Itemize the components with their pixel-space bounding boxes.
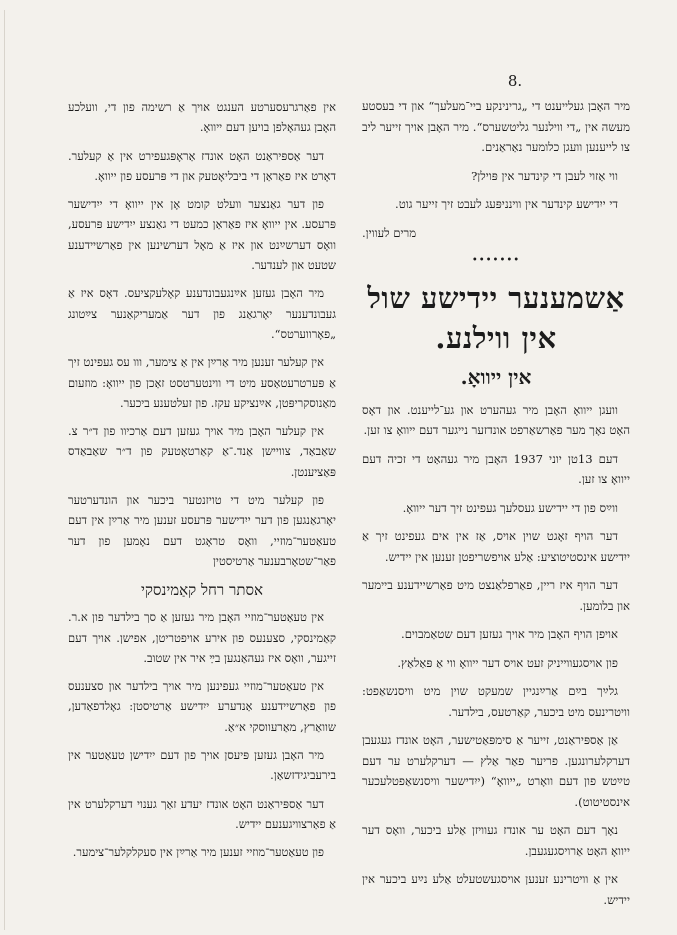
left-paragraph-1: אין פאַרגרעסערטע הענגט אויך אַ רשימה פון די, וועלכע האָבן געהאָלפן בויען דעם ייוואָ. bbox=[68, 100, 336, 135]
body-paragraph-2: דעם 13טן יוני 1937 האָבן מיר געהאַט די זכיה דעם ייוואָ צו זען. bbox=[362, 451, 630, 486]
left-column bbox=[68, 97, 336, 871]
left-paragraph-9: אין טעאַטער־מוזיי געפינען מיר אויך בילדער און סצענעס פון פאַרשיידענע אַנדערע ייִדישע אַרטיסטן: גאָלדפאַדען, שוואַרץ, מאַרעווסקי א״אַ. bbox=[68, 679, 336, 734]
body-paragraph-8: גלײַך בײַם אַרײַנגיין שמעקט שוין מיט וויסנשאַפט: וויטרינעס מיט ביכער, קאַרטעס, בילדער. bbox=[362, 684, 630, 719]
article-subheadline: אין ייוואָ. bbox=[460, 364, 532, 389]
body-paragraph-4: דער הויף זאָגט שוין אויס, אַז אין אים געפינט זיך אַ ייִדישע אינסטיטוציע: אַלע אויפשריפטן זענען אין יידיש. bbox=[362, 529, 630, 564]
right-column bbox=[362, 96, 630, 918]
left-paragraph-2: דער אַספּיראַנט האָט אונדז אַראָפּגעפירט אין אַ קעלער. דאָרט איז פאַראַן די ביבליאָטעק און די פּרעסע פון ייוואָ. bbox=[68, 148, 336, 183]
left-paragraph-8: אין טעאַטער־מוזיי האָבן מיר געזען אַ סך בילדער פון א.ר. קאַמינסקי, סצענעס פון אירע אויפטריטן, אפישן. אויך דעם זייגער, וואָס איז געהאַנגען בײַ איר אין שטוב. bbox=[68, 610, 336, 665]
left-paragraph-6: אין קעלער האָבן מיר אויך געזען דעם אַרכיוו פון ד״ר צ. שאַבאַד, צוויישן אַנד.־אַ קאַרטאָטעק פון ד״ר שאַבאַדס פּאַציענטן. bbox=[68, 424, 336, 479]
left-paragraph-10: מיר האָבן געזען פּיעסן אויך פון דעם ייִדישן טעאַטער אין בירעביגידזשאַן. bbox=[68, 748, 336, 783]
left-paragraph-12: פון טעאַטער־מוזיי זענען מיר אַרײַן אין סעקלקלער־צימער. bbox=[72, 845, 324, 860]
page-number: 8. bbox=[507, 72, 523, 90]
article-headline-line-1: אַשמענער יידישע שול bbox=[367, 280, 625, 315]
body-paragraph-11: אין אַ וויטרינע זענען אויסגעשטעלט אַלע נײַע ביכער אין יידיש. bbox=[362, 872, 630, 907]
body-paragraph-9: אַן אַספּיראַנט, זייער אַ סימפּאַטישער, האָט אונדז געגעבן דערקלערונגען. פריער פאַר אַלץ — דערקלערט ער דעם טײַטש פון דעם וואָרט „ייוואָ“ (ייִדישער וויסנשאַפטלעכער אינסטיטוט). bbox=[362, 733, 630, 809]
intro-paragraph-3: די ייִדישע קינדער אין ווינניפּעג לעבט זיך זייער גוט. bbox=[395, 197, 618, 211]
intro-paragraph-2: ווי אַזוי לעבן די קינדער אין פּוילן? bbox=[471, 168, 618, 183]
section-heading-kaminska: אסתר רחל קאַמינסקי bbox=[140, 581, 264, 600]
body-paragraph-10: נאָך דעם האָט ער אונדז געוויזן אַלע ביכער, וואָס דער ייוואָ האָט אַרויסגעגעבן. bbox=[362, 823, 630, 858]
section-separator: ••••••• bbox=[471, 255, 521, 266]
body-paragraph-7: פון אויסגעווייניק זעט אויס דער ייוואָ ווי אַ פּאַלאַץ. bbox=[397, 655, 618, 670]
left-paragraph-5: אין קעלער זענען מיר אַרײַן אין אַ צימער, ווו עס געפינט זיך אַ פּערטרעטאַסע מיט די ווינטערטסט זאַכן פון ייוואָ: מוזעום מאַנוסקריפּטן, אײַנציקע עקז. פון זעלטענע ביכער. bbox=[68, 355, 336, 410]
left-paragraph-4: מיר האָבן געזען אײַנגעבונדענע קאָלעקציעס. דאָס איז אַ געבונדענער יאָרגאַנג פון דער אַמעריקאַנער צײַטונג „פאָרווערטס“. bbox=[68, 286, 336, 341]
intro-paragraph-1: מיר האָבן געלייענט די „גרינינקע ביי־מעלעך“ און די בעסטע מעשה אין „די ווילנער גליטשערס“. מיר האָבן אויך זייער ליב צו לייענען וועגן כלומער נאַראַנים. bbox=[362, 99, 630, 154]
letter-signature: מרים לעווין. bbox=[362, 225, 417, 240]
left-paragraph-3: פון דער גאַנצער וועלט קומט אָן אין ייוואָ די ייִדישער פּרעסע. אין ייוואָ איז פאַראַן כמעט די גאַנצע ייִדישע פּרעסע, וואָס דערשײַנט און איז אַ מאָל דערשינען אין פאַרשיידענע שטעט און לענדער. bbox=[68, 197, 336, 273]
article-headline-line-2: אין ווילנע. bbox=[435, 320, 557, 355]
body-paragraph-5: דער הויף איז ריין, פאַרפלאַנצט מיט פאַרשיידענע ביימער און בלומען. bbox=[362, 578, 630, 613]
body-paragraph-1: וועגן ייוואָ האָבן מיר געהערט און גע־לייענט. און דאָס האָט נאָך מער פאַרשאַרפט אונדזער נייגער דעם ייוואָ צו זען. bbox=[362, 402, 630, 437]
body-paragraph-6: אויפן הויף האָבן מיר אויך געזען דעם שטאַמבוים. bbox=[401, 627, 618, 641]
body-paragraph-3: ווײַס פון די יידישע געסלעך געפינט זיך דער ייוואָ. bbox=[402, 500, 618, 515]
left-paragraph-7: פון קעלער מיט די טויזנטער ביכער און הונדערטער יאָרגאַנגען פון דער ייִדישער פּרעסע זענען מיר אַרײַן אין דעם טעאַטער־מוזיי, וואָס טראָגט דעם נאָמען פון דער פאַר־שטאָרבענער אַרטיסטין bbox=[68, 493, 336, 568]
left-paragraph-11: דער אַספּיראַנט האָט אונדז יעדע זאַך גענוי דערקלערט אין אַ פאַרצוויגענעם יידיש. bbox=[68, 796, 336, 831]
